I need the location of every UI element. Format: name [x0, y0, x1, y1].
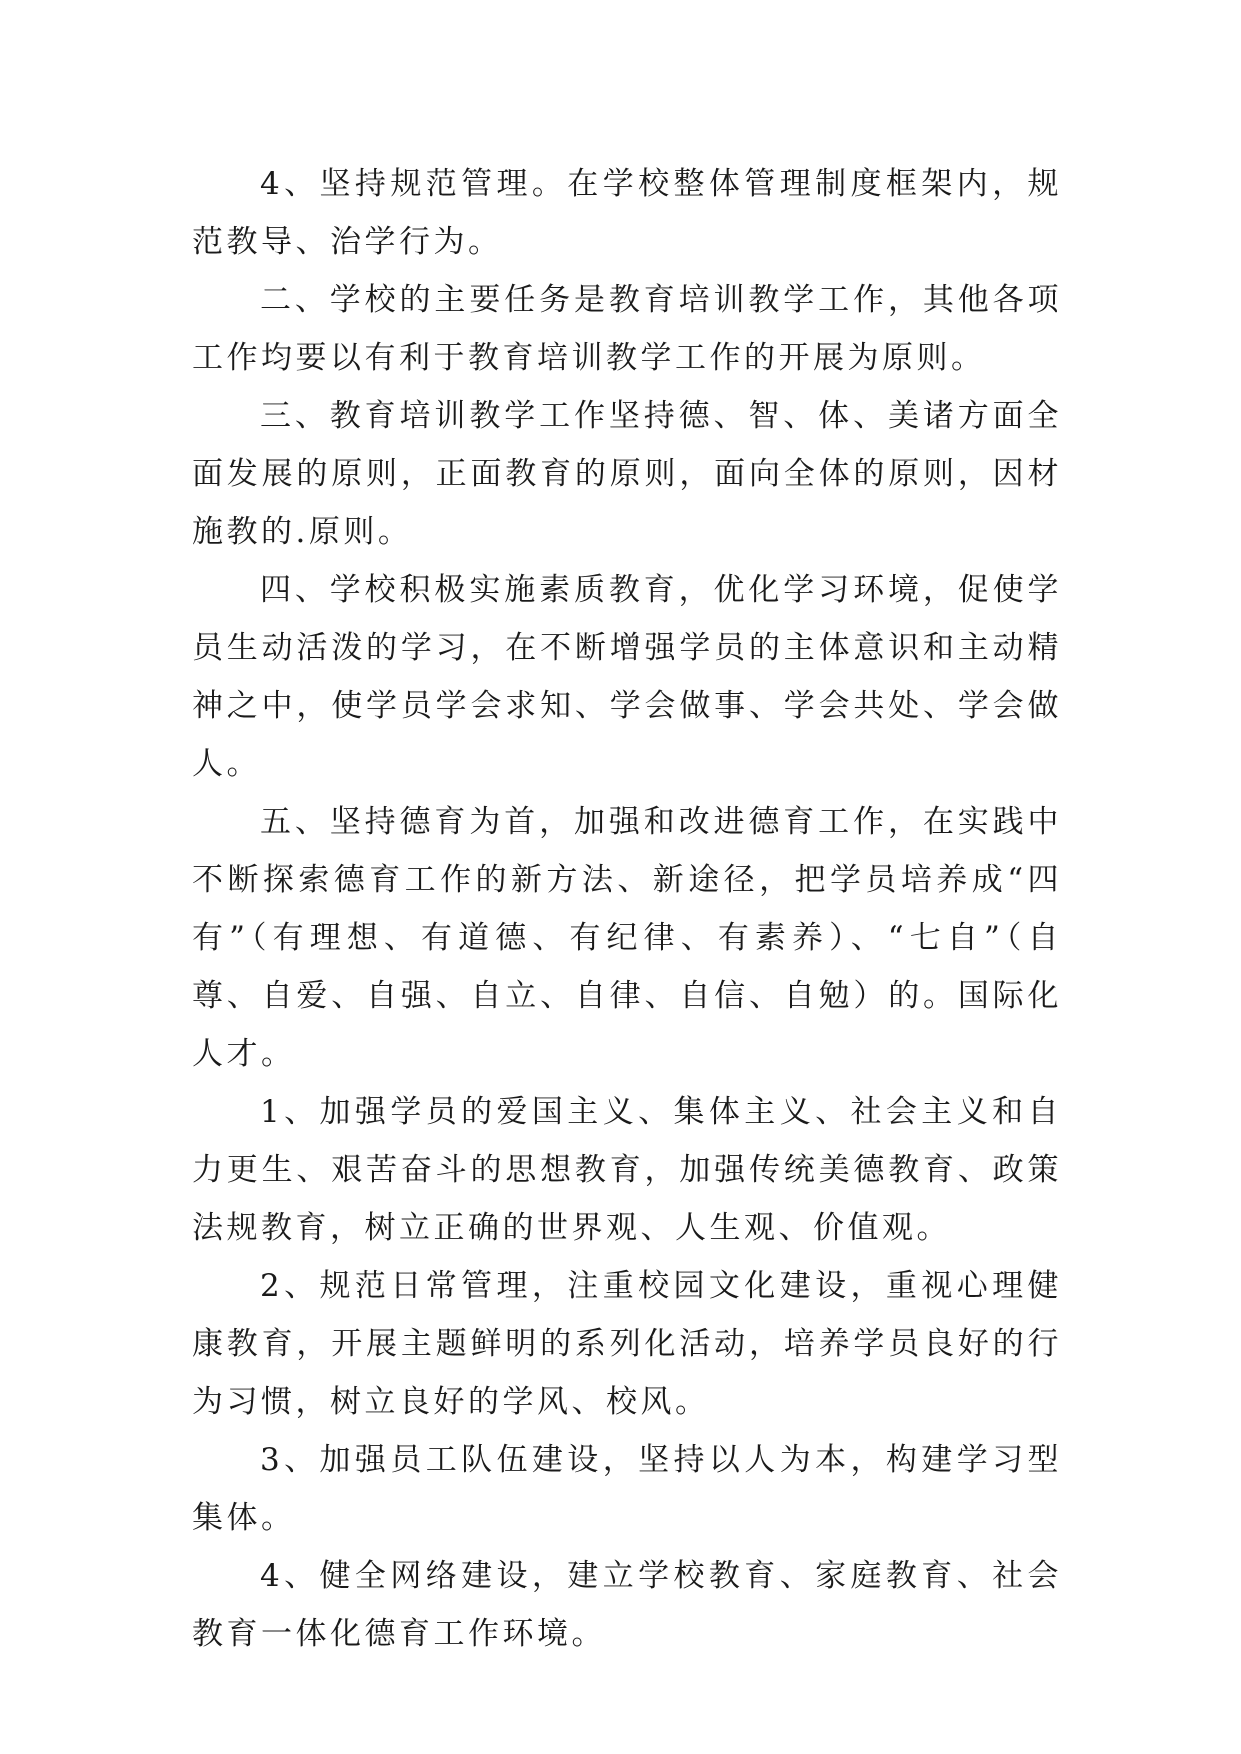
paragraph-staff-building: 3、加强员工队伍建设，坚持以人为本，构建学习型集体。 — [192, 1442, 1062, 1536]
paragraph-quality-education: 四、学校积极实施素质教育，优化学习环境，促使学员生动活泼的学习，在不断增强学员的主体意识和主动精神之中，使学员学会求知、学会做事、学会共处、学会做人。 — [192, 572, 1062, 782]
paragraph-daily-management: 2、规范日常管理，注重校园文化建设，重视心理健康教育，开展主题鲜明的系列化活动，培养学员良好的行为习惯，树立良好的学风、校风。 — [192, 1268, 1062, 1420]
paragraph-patriotic-education: 1、加强学员的爱国主义、集体主义、社会主义和自力更生、艰苦奋斗的思想教育，加强传统美德教育、政策法规教育，树立正确的世界观、人生观、价值观。 — [192, 1094, 1062, 1246]
paragraph-main-task: 二、学校的主要任务是教育培训教学工作，其他各项工作均要以有利于教育培训教学工作的开展为原则。 — [192, 282, 1062, 376]
paragraph-moral-education-first: 五、坚持德育为首，加强和改进德育工作，在实践中不断探索德育工作的新方法、新途径，把学员培养成“四有”（有理想、有道德、有纪律、有素养）、“七自”（自尊、自爱、自强、自立、自律、自信、自勉）的。国际化人才。 — [192, 804, 1062, 1072]
paragraph-network-building: 4、健全网络建设，建立学校教育、家庭教育、社会教育一体化德育工作环境。 — [192, 1558, 1062, 1652]
document-body — [192, 155, 1062, 1663]
paragraph-all-round-development: 三、教育培训教学工作坚持德、智、体、美诸方面全面发展的原则，正面教育的原则，面向全体的原则，因材施教的.原则。 — [192, 398, 1062, 550]
paragraph-standardized-management: 4、坚持规范管理。在学校整体管理制度框架内，规范教导、治学行为。 — [192, 166, 1062, 260]
